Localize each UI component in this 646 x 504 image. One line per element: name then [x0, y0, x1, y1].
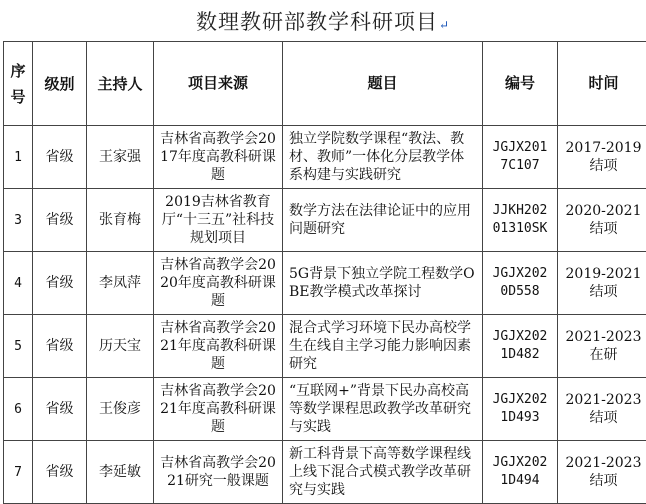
- header-code: 编号: [483, 42, 558, 126]
- table-row: [4, 252, 646, 315]
- cell-topic: 数学方法在法律论证中的应用问题研究: [283, 189, 483, 252]
- cell-topic: 独立学院数学课程“教法、教材、教师”一体化分层教学体系构建与实践研究: [283, 126, 483, 189]
- header-level: 级别: [33, 42, 87, 126]
- table-header-row: [4, 42, 646, 126]
- cell-host: 李凤萍: [87, 252, 154, 315]
- cell-topic: “互联网+”背景下民办高校高等数学课程思政教学改革研究与实践: [283, 378, 483, 441]
- cell-time: 2017-2019结项: [558, 126, 646, 189]
- cell-topic: 混合式学习环境下民办高校学生在线自主学习能力影响因素研究: [283, 315, 483, 378]
- cell-host: 李延敏: [87, 441, 154, 504]
- cell-host: 张育梅: [87, 189, 154, 252]
- cell-host: 历天宝: [87, 315, 154, 378]
- cell-seq: 4: [4, 252, 33, 315]
- header-topic: 题目: [283, 42, 483, 126]
- header-time: 时间: [558, 42, 646, 126]
- cell-code: JGJX2021D482: [483, 315, 558, 378]
- cell-code: JGJX2021D494: [483, 441, 558, 504]
- header-source: 项目来源: [154, 42, 283, 126]
- cell-level: 省级: [33, 252, 87, 315]
- cell-source: 吉林省高教学会2021研究一般课题: [154, 441, 283, 504]
- page-title-text: 数理教研部教学科研项目: [196, 10, 438, 34]
- cell-code: JGJX2021D493: [483, 378, 558, 441]
- cell-code: JGJX2017C107: [483, 126, 558, 189]
- cell-source: 吉林省高教学会2021年度高教科研课题: [154, 378, 283, 441]
- table-row: [4, 378, 646, 441]
- cell-level: 省级: [33, 315, 87, 378]
- table-row: [4, 189, 646, 252]
- header-seq: 序号: [4, 42, 33, 126]
- project-table: [3, 41, 646, 504]
- page-title: [0, 6, 646, 36]
- cell-host: 王俊彦: [87, 378, 154, 441]
- cell-source: 吉林省高教学会2020年度高教科研课题: [154, 252, 283, 315]
- cell-level: 省级: [33, 378, 87, 441]
- cell-code: JJKH20201310SK: [483, 189, 558, 252]
- cell-seq: 6: [4, 378, 33, 441]
- cell-time: 2021-2023结项: [558, 378, 646, 441]
- cell-seq: 7: [4, 441, 33, 504]
- cell-topic: 5G背景下独立学院工程数学OBE教学模式改革探讨: [283, 252, 483, 315]
- cell-source: 2019吉林省教育厅“十三五”社科技规划项目: [154, 189, 283, 252]
- cell-source: 吉林省高教学会2021年度高教科研课题: [154, 315, 283, 378]
- table-row: [4, 126, 646, 189]
- cell-seq: 5: [4, 315, 33, 378]
- cell-seq: 1: [4, 126, 33, 189]
- cell-code: JGJX2020D558: [483, 252, 558, 315]
- cell-time: 2020-2021结项: [558, 189, 646, 252]
- cell-topic: 新工科背景下高等数学课程线上线下混合式模式教学改革研究与实践: [283, 441, 483, 504]
- cell-level: 省级: [33, 189, 87, 252]
- cell-level: 省级: [33, 126, 87, 189]
- cell-time: 2021-2023结项: [558, 441, 646, 504]
- cell-host: 王家强: [87, 126, 154, 189]
- table-row: [4, 441, 646, 504]
- cell-level: 省级: [33, 441, 87, 504]
- header-host: 主持人: [87, 42, 154, 126]
- cell-time: 2019-2021结项: [558, 252, 646, 315]
- table-row: [4, 315, 646, 378]
- cell-seq: 3: [4, 189, 33, 252]
- cell-time: 2021-2023在研: [558, 315, 646, 378]
- cell-source: 吉林省高教学会2017年度高教科研课题: [154, 126, 283, 189]
- paragraph-mark-icon: ↵: [439, 18, 450, 32]
